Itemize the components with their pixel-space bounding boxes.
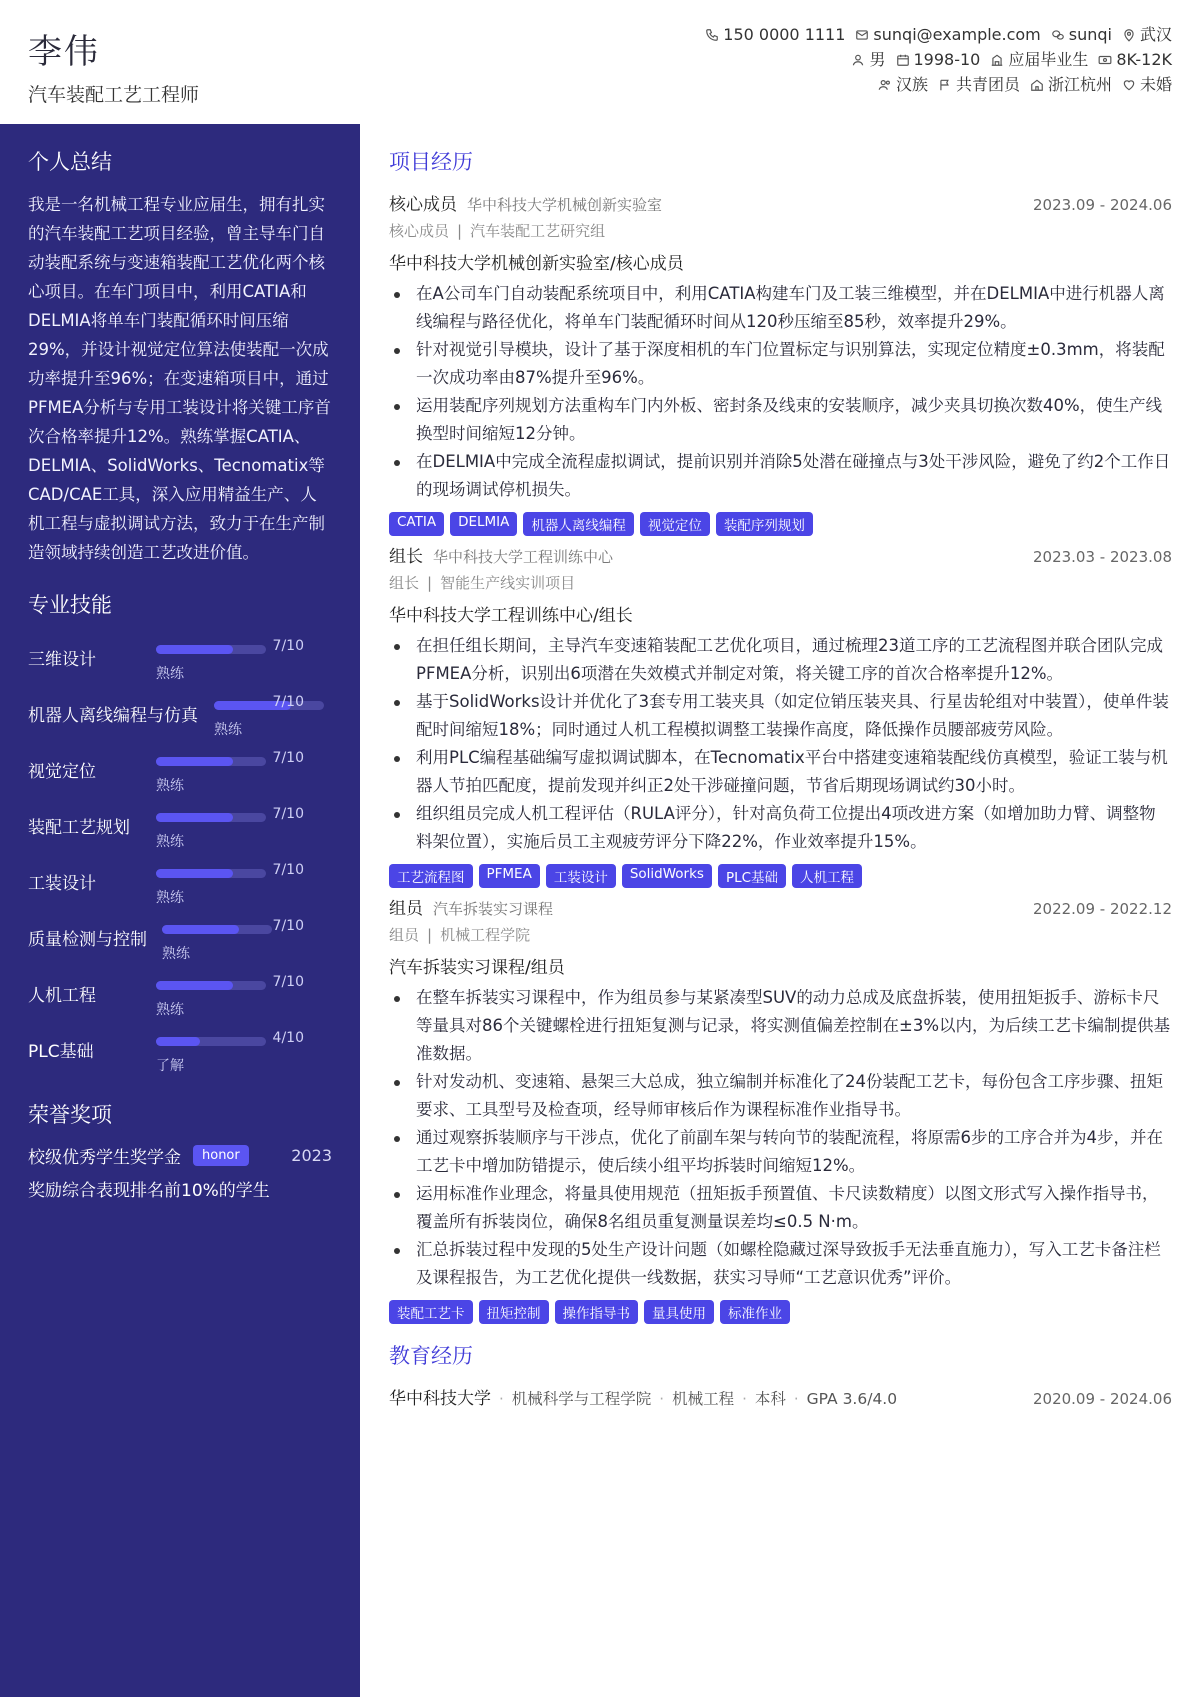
separator: |: [457, 222, 463, 240]
hometown-text: 浙江杭州: [1047, 75, 1112, 94]
degree: 本科: [754, 1390, 786, 1408]
separator-dot: ·: [659, 1390, 665, 1408]
contact-info: [705, 22, 1172, 97]
skill-tag: CATIA: [389, 512, 444, 536]
project-item: [389, 542, 1172, 888]
skill-tag: 视觉定位: [640, 512, 710, 536]
ethnicity-item: [878, 72, 928, 97]
project-tags: [389, 512, 1172, 536]
skill-row: [28, 801, 332, 857]
birth-item: [896, 47, 981, 72]
skill-bar: [156, 869, 266, 878]
project-bullets: [389, 984, 1172, 1292]
awards-heading: 荣誉奖项: [28, 1103, 112, 1127]
skill-bar-fill: [156, 757, 233, 766]
calendar-icon: [896, 53, 910, 67]
skill-tag: 人机工程: [792, 864, 862, 888]
projects-list: [389, 190, 1172, 1324]
skill-score: 7/10: [272, 918, 304, 934]
project-sub-group: 汽车装配工艺研究组: [470, 222, 606, 240]
award-name: 校级优秀学生奖学金: [28, 1148, 181, 1168]
education-date: 2020.09 - 2024.06: [1032, 1390, 1172, 1408]
bullet-item: 运用装配序列规划方法重构车门内外板、密封条及线束的安装顺序，减少夹具切换次数40%，使生产线换型时间缩短12分钟。: [389, 392, 1172, 448]
skill-score: 7/10: [272, 750, 304, 766]
skill-name: 质量检测与控制: [28, 930, 147, 950]
project-sub-group: 机械工程学院: [440, 926, 531, 944]
skill-level: 熟练: [156, 834, 184, 850]
wechat-text: sunqi: [1068, 25, 1112, 44]
skill-row: [28, 633, 332, 689]
phone-icon: [705, 28, 719, 42]
project-item: [389, 190, 1172, 536]
skill-tag: 机器人离线编程: [523, 512, 634, 536]
bullet-item: 针对视觉引导模块，设计了基于深度相机的车门位置标定与识别算法，实现定位精度±0.3mm，将装配一次成功率由87%提升至96%。: [389, 336, 1172, 392]
skill-level: 熟练: [156, 666, 184, 682]
skill-level: 熟练: [162, 946, 190, 962]
candidate-name: 李伟: [28, 32, 100, 72]
skill-bar-fill: [156, 1037, 200, 1046]
project-subline: [389, 220, 1172, 241]
email-text: sunqi@example.com: [873, 25, 1041, 44]
bullet-item: 汇总拆装过程中发现的5处生产设计问题（如螺栓隐藏过深导致扳手无法垂直施力），写入工艺卡备注栏及课程报告，为工艺优化提供一线数据，获实习导师“工艺意识优秀”评价。: [389, 1236, 1172, 1292]
marital-text: 未婚: [1139, 75, 1172, 94]
skill-tag: 工装设计: [546, 864, 616, 888]
bullet-item: 通过观察拆装顺序与干涉点，优化了前副车架与转向节的装配流程，将原需6步的工序合并为4步，并在工艺卡中增加防错提示，使后续小组平均拆装时间缩短12%。: [389, 1124, 1172, 1180]
skill-bar-fill: [156, 645, 233, 654]
project-role: 组员: [389, 899, 423, 919]
award-year: 2023: [291, 1146, 332, 1165]
skill-tag: DELMIA: [450, 512, 517, 536]
ethnicity-text: 汉族: [895, 75, 928, 94]
skill-tag: 装配工艺卡: [389, 1300, 473, 1324]
project-headline: 华中科技大学机械创新实验室/核心成员: [389, 254, 684, 274]
skill-row: [28, 969, 332, 1025]
project-sub-group: 智能生产线实训项目: [440, 574, 576, 592]
heart-icon: [1122, 78, 1136, 92]
skill-bar: [162, 925, 272, 934]
phone-text: 150 0000 1111: [723, 25, 846, 44]
project-org: 华中科技大学机械创新实验室: [467, 196, 663, 214]
location-pin-icon: [1122, 28, 1136, 42]
skill-level: 熟练: [214, 722, 242, 738]
skill-bar-fill: [156, 869, 233, 878]
separator-dot: ·: [793, 1390, 799, 1408]
status-text: 应届毕业生: [1008, 50, 1089, 69]
gender-item: [851, 47, 885, 72]
skill-bar: [156, 981, 266, 990]
skill-row: [28, 913, 332, 969]
skill-name: 机器人离线编程与仿真: [28, 706, 198, 726]
skill-name: 装配工艺规划: [28, 818, 130, 838]
flag-icon: [938, 78, 952, 92]
birth-text: 1998-10: [913, 50, 981, 69]
project-role: 核心成员: [389, 195, 457, 215]
project-sub-role: 核心成员: [389, 222, 450, 240]
summary-heading: 个人总结: [28, 150, 112, 174]
job-title: 汽车装配工艺工程师: [28, 84, 200, 106]
skill-tag: 扭矩控制: [479, 1300, 549, 1324]
politics-item: [938, 72, 1020, 97]
college-name: 机械科学与工程学院: [511, 1390, 652, 1408]
skills-list: [28, 633, 332, 1081]
project-org: 汽车拆装实习课程: [433, 900, 554, 918]
bullet-item: 针对发动机、变速箱、悬架三大总成，独立编制并标准化了24份装配工艺卡，每份包含工序步骤、扭矩要求、工具型号及检查项，经导师审核后作为课程标准作业指导书。: [389, 1068, 1172, 1124]
project-bullets: [389, 280, 1172, 504]
skill-tag: PFMEA: [479, 864, 540, 888]
major-name: 机械工程: [672, 1390, 735, 1408]
skill-tag: SolidWorks: [622, 864, 712, 888]
bullet-item: 在DELMIA中完成全流程虚拟调试，提前识别并消除5处潜在碰撞点与3处干涉风险，避免了约2个工作日的现场调试停机损失。: [389, 448, 1172, 504]
building-icon: [990, 53, 1004, 67]
skill-level: 了解: [156, 1058, 184, 1074]
skill-row: [28, 1025, 332, 1081]
project-date: 2023.09 - 2024.06: [1032, 196, 1172, 214]
skill-bar: [156, 813, 266, 822]
award-description: 奖励综合表现排名前10%的学生: [28, 1181, 270, 1201]
projects-heading: 项目经历: [389, 150, 473, 174]
location-text: 武汉: [1139, 25, 1172, 44]
education-heading: 教育经历: [389, 1344, 473, 1368]
education-item: [389, 1384, 1172, 1409]
project-headline: 华中科技大学工程训练中心/组长: [389, 606, 633, 626]
skill-score: 7/10: [272, 638, 304, 654]
users-icon: [878, 78, 892, 92]
school-name: 华中科技大学: [389, 1389, 491, 1409]
user-icon: [851, 53, 865, 67]
phone-item: [705, 22, 845, 47]
project-subline: [389, 572, 1172, 593]
salary-item: [1098, 47, 1172, 72]
hometown-item: [1030, 72, 1112, 97]
skill-bar: [156, 1037, 266, 1046]
salary-text: 8K-12K: [1116, 50, 1172, 69]
email-item[interactable]: [855, 22, 1040, 47]
sidebar: [0, 124, 360, 1697]
mail-icon: [855, 28, 869, 42]
politics-text: 共青团员: [955, 75, 1020, 94]
skill-score: 7/10: [272, 974, 304, 990]
separator: |: [427, 926, 433, 944]
project-date: 2022.09 - 2022.12: [1032, 900, 1172, 918]
skill-level: 熟练: [156, 1002, 184, 1018]
project-sub-role: 组员: [389, 926, 420, 944]
skill-tag: PLC基础: [718, 864, 786, 888]
skill-name: 工装设计: [28, 874, 96, 894]
summary-text: 我是一名机械工程专业应届生，拥有扎实的汽车装配工艺项目经验，曾主导车门自动装配系统与变速箱装配工艺优化两个核心项目。在车门项目中，利用CATIA和DELMIA将单车门装配循环时间压缩29%，并设计视觉定位算法使装配一次成功率提升至96%；在变速箱项目中，通过PFMEA分析与专用工装设计将关键工序首次合格率提升12%。熟练掌握CATIA、DELMIA、SolidWorks、Tecnomatix等CAD/CAE工具，深入应用精益生产、人机工程与虚拟调试方法，致力于在生产制造领域持续创造工艺改进价值。: [28, 195, 331, 562]
bullet-item: 在整车拆装实习课程中，作为组员参与某紧凑型SUV的动力总成及底盘拆装，使用扭矩扳手、游标卡尺等量具对86个关键螺栓进行扭矩复测与记录，将实测值偏差控制在±3%以内，为后续工艺卡编制提供基准数据。: [389, 984, 1172, 1068]
marital-item: [1122, 72, 1172, 97]
project-sub-role: 组长: [389, 574, 420, 592]
skill-score: 7/10: [272, 862, 304, 878]
skill-level: 熟练: [156, 778, 184, 794]
skill-bar: [156, 645, 266, 654]
award-item: [28, 1143, 332, 1168]
skills-heading: 专业技能: [28, 593, 112, 617]
bullet-item: 在担任组长期间，主导汽车变速箱装配工艺优化项目，通过梳理23道工序的工艺流程图并联合团队完成PFMEA分析，识别出6项潜在失效模式并制定对策，将关键工序的首次合格率提升12%。: [389, 632, 1172, 688]
project-org: 华中科技大学工程训练中心: [433, 548, 614, 566]
bullet-item: 组织组员完成人机工程评估（RULA评分），针对高负荷工位提出4项改进方案（如增加助力臂、调整物料架位置），实施后员工主观疲劳评分下降22%，作业效率提升15%。: [389, 800, 1172, 856]
bullet-item: 利用PLC编程基础编写虚拟调试脚本，在Tecnomatix平台中搭建变速箱装配线仿真模型，验证工装与机器人节拍匹配度，提前发现并纠正2处干涉碰撞问题，节省后期现场调试约30小时。: [389, 744, 1172, 800]
project-date: 2023.03 - 2023.08: [1032, 548, 1172, 566]
skill-name: 三维设计: [28, 650, 96, 670]
separator-dot: ·: [742, 1390, 747, 1408]
skill-bar: [214, 701, 324, 710]
project-tags: [389, 864, 1172, 888]
project-tags: [389, 1300, 1172, 1324]
skill-bar-fill: [156, 981, 233, 990]
gpa: GPA 3.6/4.0: [806, 1390, 898, 1408]
project-item: [389, 894, 1172, 1324]
skill-level: 熟练: [156, 890, 184, 906]
skill-row: [28, 745, 332, 801]
project-role: 组长: [389, 547, 423, 567]
project-top: [389, 542, 1172, 567]
skill-tag: 操作指导书: [555, 1300, 639, 1324]
skill-bar-fill: [162, 925, 239, 934]
skill-tag: 工艺流程图: [389, 864, 473, 888]
skill-name: 视觉定位: [28, 762, 96, 782]
gender-text: 男: [869, 50, 886, 69]
money-icon: [1098, 53, 1112, 67]
skill-name: PLC基础: [28, 1042, 94, 1062]
skill-bar-fill: [156, 813, 233, 822]
main-content: [389, 124, 1172, 1409]
resume-header: [0, 0, 1200, 124]
skill-tag: 量具使用: [644, 1300, 714, 1324]
project-bullets: [389, 632, 1172, 856]
separator-dot: ·: [499, 1390, 504, 1408]
bullet-item: 基于SolidWorks设计并优化了3套专用工装夹具（如定位销压装夹具、行星齿轮组对中装置），使单件装配时间缩短18%；同时通过人机工程模拟调整工装操作高度，降低操作员腰部疲劳风险。: [389, 688, 1172, 744]
bullet-item: 运用标准作业理念，将量具使用规范（扭矩扳手预置值、卡尺读数精度）以图文形式写入操作指导书，覆盖所有拆装岗位，确保8名组员重复测量误差均≤0.5 N·m。: [389, 1180, 1172, 1236]
wechat-item: [1051, 22, 1112, 47]
skill-score: 4/10: [272, 1030, 304, 1046]
wechat-icon: [1051, 28, 1065, 42]
project-top: [389, 190, 1172, 215]
skill-row: [28, 689, 332, 745]
skill-score: 7/10: [272, 806, 304, 822]
skill-score: 7/10: [272, 694, 304, 710]
project-headline: 汽车拆装实习课程/组员: [389, 958, 565, 978]
home-icon: [1030, 78, 1044, 92]
skill-row: [28, 857, 332, 913]
project-subline: [389, 924, 1172, 945]
skill-tag: 标准作业: [720, 1300, 790, 1324]
award-badge: honor: [193, 1145, 249, 1166]
location-item: [1122, 22, 1172, 47]
status-item: [990, 47, 1088, 72]
project-top: [389, 894, 1172, 919]
separator: |: [427, 574, 433, 592]
skill-tag: 装配序列规划: [716, 512, 813, 536]
skill-bar: [156, 757, 266, 766]
bullet-item: 在A公司车门自动装配系统项目中，利用CATIA构建车门及工装三维模型，并在DELMIA中进行机器人离线编程与路径优化，将单车门装配循环时间从120秒压缩至85秒，效率提升29%。: [389, 280, 1172, 336]
skill-name: 人机工程: [28, 986, 96, 1006]
